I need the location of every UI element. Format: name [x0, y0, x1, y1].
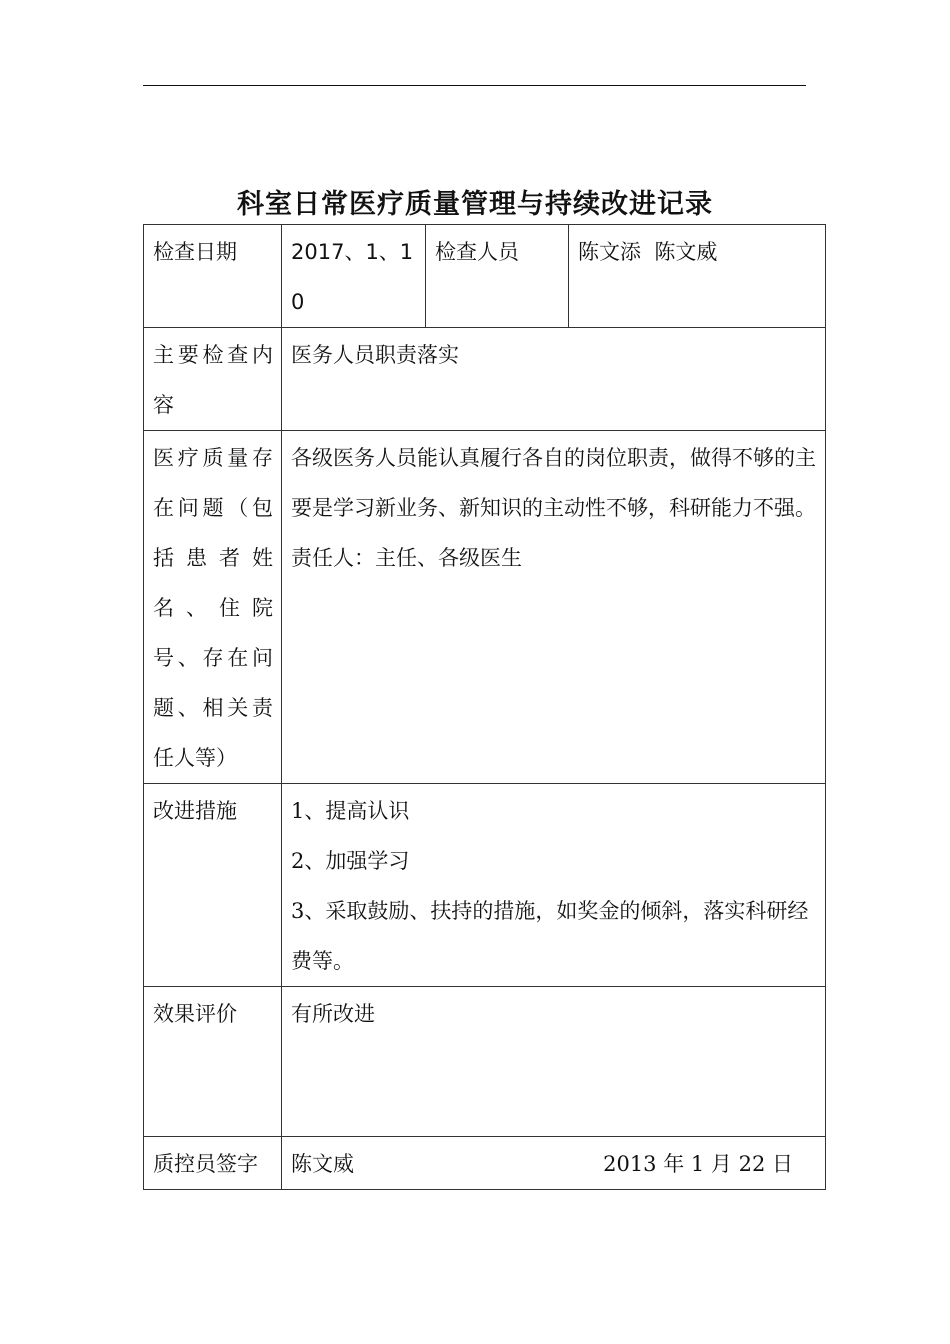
- issues-responsible: 责任人：主任、各级医生: [291, 546, 522, 570]
- header-rule: [143, 85, 806, 86]
- row-issues: [144, 431, 826, 784]
- value-check-date: 2017、1、10: [282, 225, 426, 328]
- row-check-date: [144, 225, 826, 328]
- label-evaluation: 效果评价: [144, 987, 282, 1137]
- improvement-item-3: 3、采取鼓励、扶持的措施，如奖金的倾斜，落实科研经费等。: [291, 899, 809, 973]
- row-signature: [144, 1137, 826, 1190]
- value-improvements: [282, 784, 826, 987]
- label-signature: 质控员签字: [144, 1137, 282, 1190]
- value-inspectors: 陈文添 陈文威: [569, 225, 826, 328]
- value-issues: [282, 431, 826, 784]
- document-title: 科室日常医疗质量管理与持续改进记录: [237, 189, 713, 220]
- label-main-content: 主要检查内容: [144, 328, 282, 431]
- signature-date: 2013 年 1 月 22 日: [603, 1152, 793, 1176]
- signature-line: [291, 1139, 817, 1189]
- row-main-content: [144, 328, 826, 431]
- row-evaluation: [144, 987, 826, 1137]
- value-evaluation: 有所改进: [282, 987, 826, 1137]
- signature-name: 陈文威: [291, 1152, 354, 1176]
- issues-text: 各级医务人员能认真履行各自的岗位职责，做得不够的主要是学习新业务、新知识的主动性不够，科研能力不强。: [291, 446, 816, 520]
- label-issues: 医疗质量存在问题（包括患者姓名、住院号、存在问题、相关责任人等）: [144, 431, 282, 784]
- label-inspectors: 检查人员: [426, 225, 569, 328]
- label-improvements: 改进措施: [144, 784, 282, 987]
- value-signature: [282, 1137, 826, 1190]
- improvement-item-2: 2、加强学习: [291, 849, 410, 873]
- row-improvements: [144, 784, 826, 987]
- value-main-content: 医务人员职责落实: [282, 328, 826, 431]
- label-check-date: 检查日期: [144, 225, 282, 328]
- quality-record-table: [143, 224, 826, 1190]
- improvement-item-1: 1、提高认识: [291, 799, 410, 823]
